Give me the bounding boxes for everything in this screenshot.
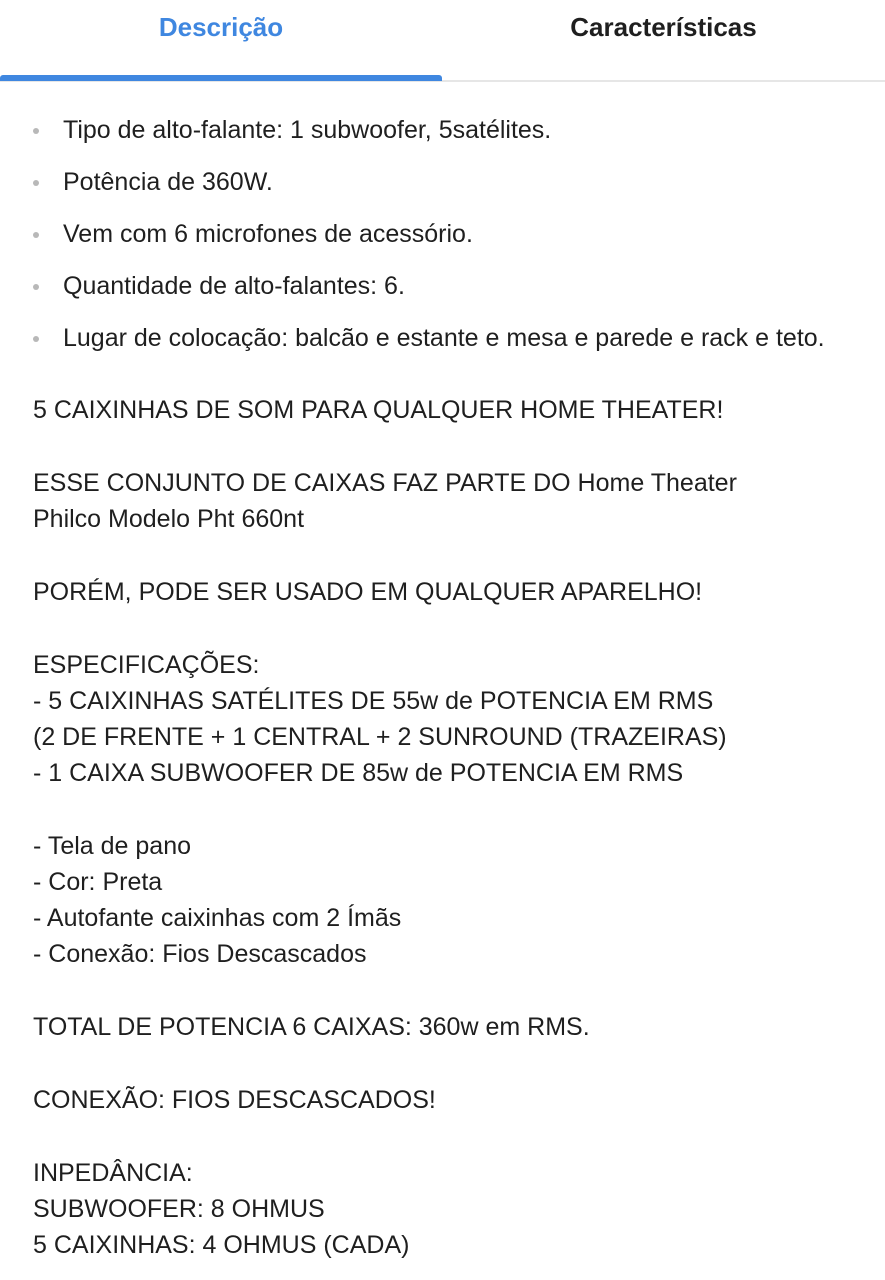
detail-line: - Cor: Preta [33, 868, 163, 896]
impedance-line: SUBWOOFER: 8 OHMUS [33, 1195, 325, 1223]
tab-description-label: Descrição [158, 12, 284, 42]
active-tab-indicator [0, 75, 442, 81]
list-item: Potência de 360W. [33, 164, 853, 200]
description-line: ESSE CONJUNTO DE CAIXAS FAZ PARTE DO Home Theater [33, 469, 737, 497]
bullet-dot-icon [33, 128, 39, 134]
total-power-line: TOTAL DE POTENCIA 6 CAIXAS: 360w em RMS. [33, 1013, 590, 1041]
detail-line: - Conexão: Fios Descascados [33, 940, 367, 968]
impedance-line: 5 CAIXINHAS: 4 OHMUS (CADA) [33, 1231, 410, 1259]
bullet-dot-icon [33, 232, 39, 238]
detail-line: - Autofante caixinhas com 2 Ímãs [33, 904, 402, 932]
spec-line: - 5 CAIXINHAS SATÉLITES DE 55w de POTENCIA EM RMS [33, 687, 714, 715]
bullet-dot-icon [33, 284, 39, 290]
detail-line: - Tela de pano [33, 832, 191, 860]
description-line: PORÉM, PODE SER USADO EM QUALQUER APARELHO! [33, 578, 703, 606]
tab-bar [0, 0, 885, 82]
spec-title: ESPECIFICAÇÕES: [33, 651, 260, 679]
impedance-title: INPEDÂNCIA: [33, 1159, 193, 1187]
tab-characteristics[interactable] [442, 0, 885, 80]
headline-text: 5 CAIXINHAS DE SOM PARA QUALQUER HOME THEATER! [33, 396, 724, 424]
spec-line: (2 DE FRENTE + 1 CENTRAL + 2 SUNROUND (TRAZEIRAS) [33, 723, 727, 751]
list-item: Vem com 6 microfones de acessório. [33, 216, 853, 252]
spec-line: - 1 CAIXA SUBWOOFER DE 85w de POTENCIA EM RMS [33, 759, 684, 787]
list-item: Tipo de alto-falante: 1 subwoofer, 5satélites. [33, 112, 853, 148]
bullet-dot-icon [33, 180, 39, 186]
list-item: Lugar de colocação: balcão e estante e mesa e parede e rack e teto. [33, 320, 853, 356]
description-line: Philco Modelo Pht 660nt [33, 505, 305, 533]
connection-line: CONEXÃO: FIOS DESCASCADOS! [33, 1086, 436, 1114]
bullet-dot-icon [33, 336, 39, 342]
description-content [33, 112, 853, 1263]
feature-list [33, 112, 853, 356]
list-item: Quantidade de alto-falantes: 6. [33, 268, 853, 304]
tab-characteristics-label: Características [570, 12, 757, 42]
tab-description[interactable] [0, 0, 442, 80]
